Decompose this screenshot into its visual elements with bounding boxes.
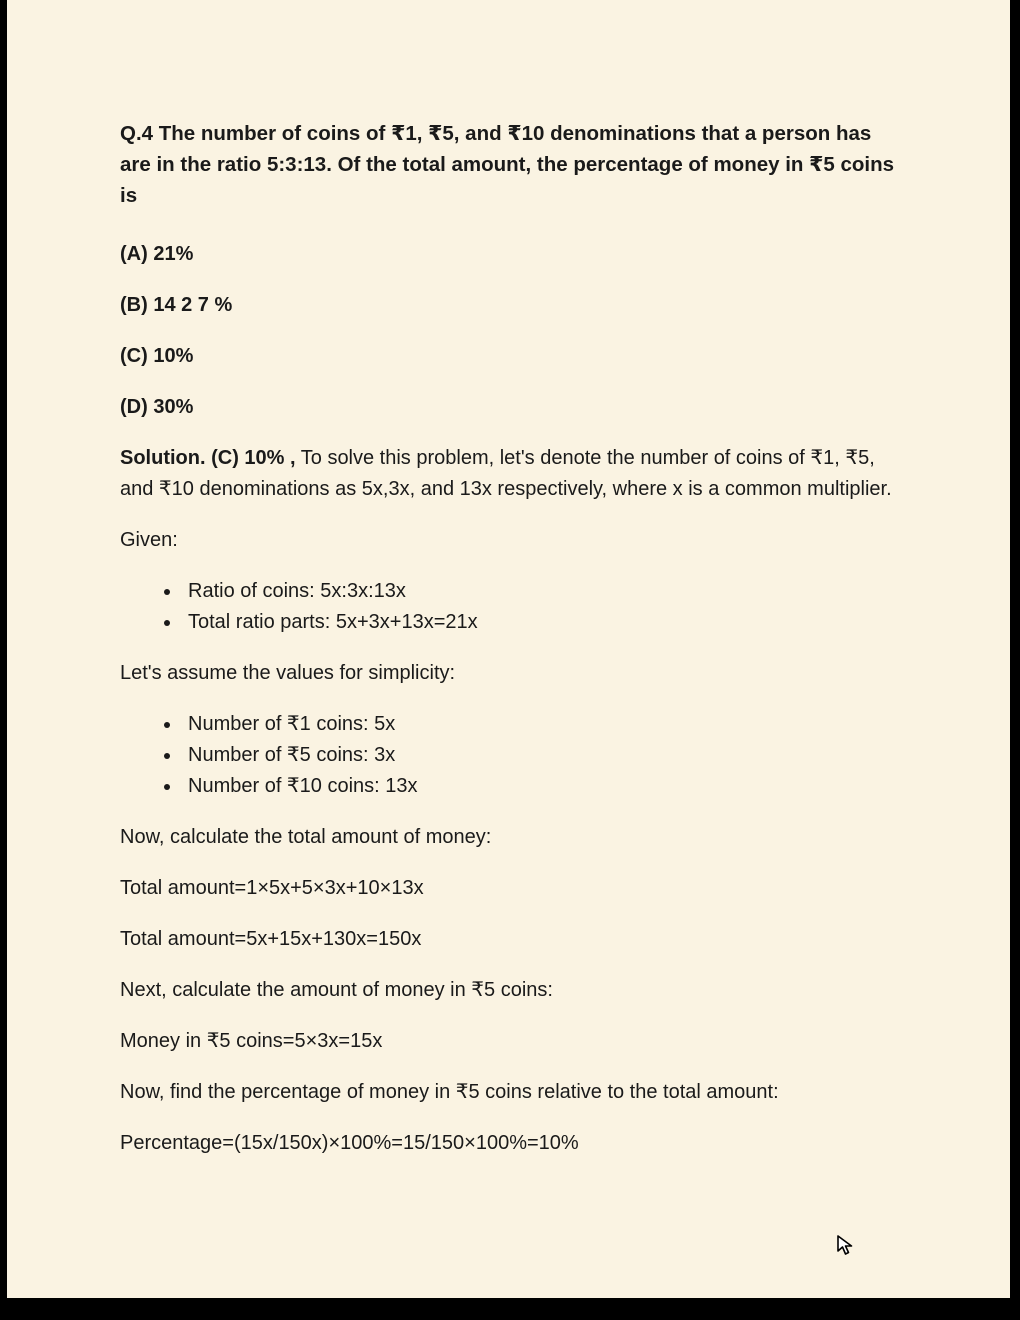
given-item: • Ratio of coins: 5x:3x:13x — [182, 576, 895, 607]
assume-list — [120, 709, 895, 802]
question-text: Q.4 The number of coins of ₹1, ₹5, and ₹10 denominations that a person has are in the ratio 5:3:13. Of the total amount, the percentage of money in ₹5 coins is — [120, 122, 895, 207]
equation-percentage: Percentage=(15x/150x)×100%=15/150×100%=10% — [120, 1132, 579, 1154]
equation-total-1: Total amount=1×5x+5×3x+10×13x — [120, 877, 424, 899]
right-edge-bar — [1010, 0, 1020, 1320]
option-b: (B) 14 2 7 % — [120, 294, 233, 316]
assume-item: • Number of ₹5 coins: 3x — [182, 740, 895, 771]
option-a: (A) 21% — [120, 243, 194, 265]
bottom-edge-bar — [0, 1298, 1020, 1320]
para-percentage: Now, find the percentage of money in ₹5 coins relative to the total amount: — [120, 1081, 779, 1103]
given-list — [120, 576, 895, 638]
given-label: Given: — [120, 529, 178, 551]
para-money-in-5: Next, calculate the amount of money in ₹5 coins: — [120, 979, 553, 1001]
option-d: (D) 30% — [120, 396, 194, 418]
equation-money-in-5: Money in ₹5 coins=5×3x=15x — [120, 1030, 383, 1052]
cursor-icon — [835, 1234, 857, 1256]
option-c: (C) 10% — [120, 345, 194, 367]
assume-label: Let's assume the values for simplicity: — [120, 662, 456, 684]
equation-total-2: Total amount=5x+15x+130x=150x — [120, 928, 422, 950]
solution-lead-rest: To solve this problem, let's denote the number of coins of ₹1, ₹5, and ₹10 denominations as 5x,3x, and 13x respectively, where x is a common multiplier. — [120, 447, 892, 500]
assume-item: • Number of ₹10 coins: 13x — [182, 771, 895, 802]
assume-item: • Number of ₹1 coins: 5x — [182, 709, 895, 740]
solution-lead-bold: Solution. (C) 10% , — [120, 447, 296, 469]
given-item: • Total ratio parts: 5x+3x+13x=21x — [182, 607, 895, 638]
para-total-amount: Now, calculate the total amount of money: — [120, 826, 492, 848]
left-edge-bar — [0, 0, 7, 1320]
solution-lead — [120, 443, 895, 505]
document-body — [120, 118, 895, 1179]
